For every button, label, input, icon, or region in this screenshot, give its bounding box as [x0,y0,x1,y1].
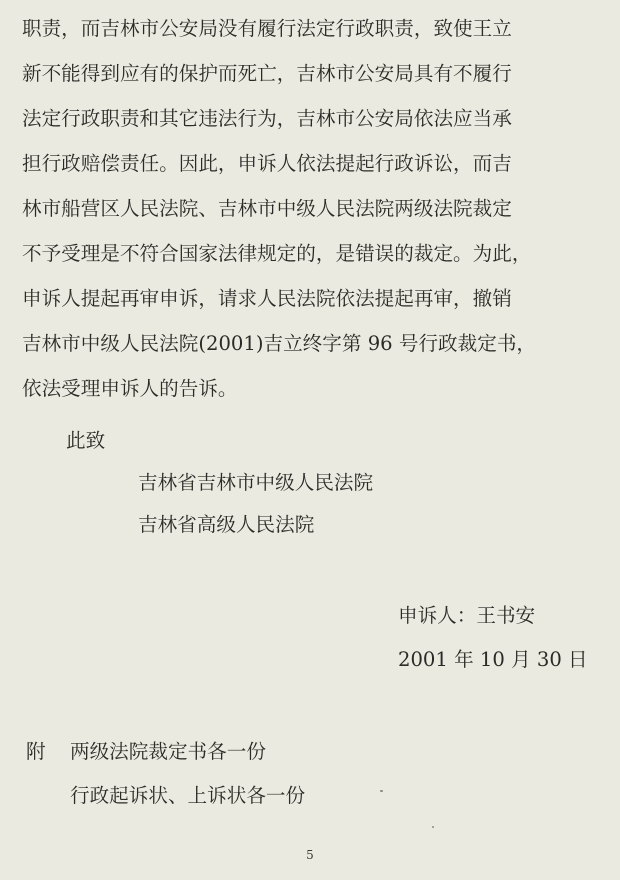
paper-speck [432,826,434,828]
salutation: 此致 [66,429,106,452]
attachment-section [26,730,305,818]
signature-block [398,594,588,682]
attachment-item: 两级法院裁定书各一份 [70,740,266,763]
body-line: 吉林市中级人民法院(2001)吉立终字第 96 号行政裁定书， [22,332,537,355]
body-line: 依法受理申诉人的告诉。 [22,377,238,400]
body-line: 林市船营区人民法院、吉林市中级人民法院两级法院裁定 [22,197,512,220]
attachment-row [26,730,305,774]
attachment-row [26,774,305,818]
body-line: 不予受理是不符合国家法律规定的，是错误的裁定。为此， [22,242,532,265]
body-text [22,6,607,411]
recipient-list [138,462,373,546]
body-line: 法定行政职责和其它违法行为，吉林市公安局依法应当承 [22,107,512,130]
body-line: 申诉人提起再审申诉，请求人民法院依法提起再审，撤销 [22,287,512,310]
recipient-court: 吉林省吉林市中级人民法院 [138,471,374,494]
petitioner-name: 申诉人：王书安 [398,604,536,627]
signature-date: 2001 年 10 月 30 日 [398,648,588,671]
paper-speck [380,790,383,792]
page-number: 5 [306,848,314,862]
body-line: 担行政赔偿责任。因此，申诉人依法提起行政诉讼，而吉 [22,152,512,175]
attachment-item: 行政起诉状、上诉状各一份 [70,784,306,807]
recipient-court: 吉林省高级人民法院 [138,513,315,536]
body-line: 职责，而吉林市公安局没有履行法定行政职责，致使王立 [22,17,512,40]
attachment-marker: 附 [26,740,46,763]
body-line: 新不能得到应有的保护而死亡，吉林市公安局具有不履行 [22,62,512,85]
